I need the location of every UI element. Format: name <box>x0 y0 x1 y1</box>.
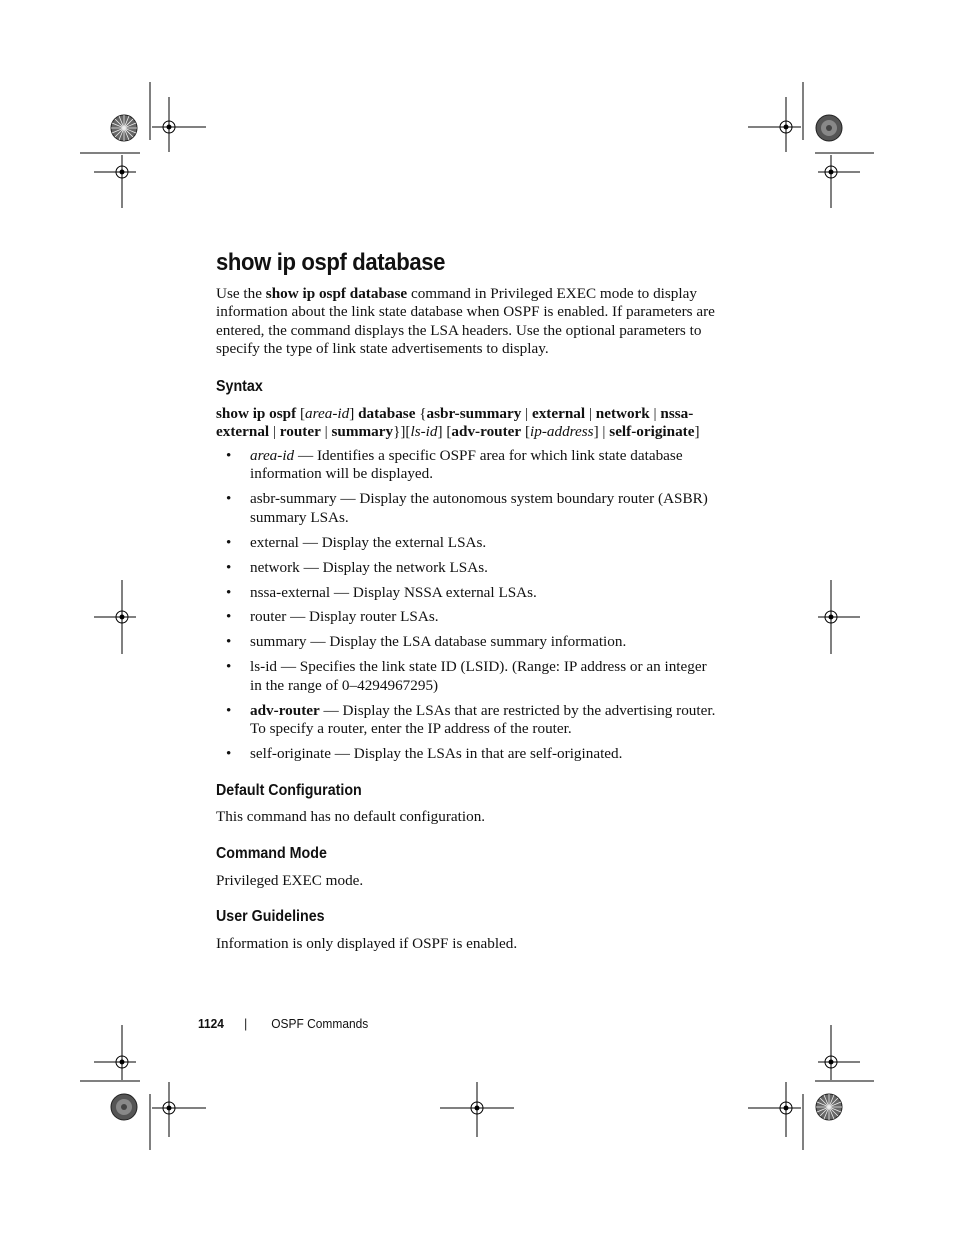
syntax-token: show ip ospf <box>216 404 297 422</box>
syntax-token: self-originate <box>609 423 695 441</box>
syntax-token: nssa-external <box>216 404 694 441</box>
intro-paragraph <box>216 285 716 359</box>
syntax-token: area-id <box>305 404 350 422</box>
syntax-token: | <box>320 423 332 441</box>
parameter-description: — Display the external LSAs. <box>298 533 487 551</box>
syntax-token: external <box>531 404 586 422</box>
syntax-token: ] <box>349 404 359 422</box>
parameter-description: — Display the LSA database summary information. <box>306 633 627 651</box>
parameter-description: — Identifies a specific OSPF area for which link state database information will be displayed. <box>250 446 683 483</box>
parameter-list <box>216 447 716 764</box>
parameter-description: — Display the LSAs in that are self-originated. <box>330 745 623 763</box>
parameter-term: external <box>250 533 299 551</box>
syntax-token: database <box>358 404 416 422</box>
syntax-heading: Syntax <box>216 377 263 395</box>
syntax-token: ] [ <box>437 423 452 441</box>
user-guidelines-text: Information is only displayed if OSPF is enabled. <box>216 934 518 952</box>
parameter-term: summary <box>250 633 307 651</box>
syntax-token: network <box>595 404 650 422</box>
syntax-token: { <box>415 404 427 422</box>
registration-crosshair <box>748 1082 801 1137</box>
parameter-item <box>216 490 716 527</box>
page-number: 1124 <box>198 1016 224 1031</box>
parameter-term: nssa-external <box>250 583 331 601</box>
parameter-term: self-originate <box>250 745 331 763</box>
parameter-term: ls-id <box>250 658 278 676</box>
syntax-token: }][ <box>393 423 411 441</box>
intro-command: show ip ospf database <box>265 284 408 302</box>
syntax-token: ip-address <box>530 423 594 441</box>
default-config-text: This command has no default configuration. <box>216 808 486 826</box>
registration-crosshair <box>94 1025 136 1080</box>
parameter-term: area-id <box>250 446 295 464</box>
parameter-term: asbr-summary <box>250 490 337 508</box>
parameter-description: — Display the autonomous system boundary router (ASBR) summary LSAs. <box>250 490 708 526</box>
star-target-bottom-right <box>816 1094 842 1120</box>
star-target-bottom-left <box>111 1094 137 1120</box>
registration-crosshair <box>152 97 206 152</box>
syntax-token: | <box>649 404 661 422</box>
intro-text-post: command in Privileged EXEC mode to display information about the link state database when OSPF is enabled. If parameters are entered, the command displays the LSA headers. Use the optional parameters to specify the type of link state advertisements to display. <box>216 284 715 358</box>
parameter-term: adv-router <box>250 701 320 719</box>
registration-crosshair <box>152 1082 206 1137</box>
intro-text-pre: Use the <box>216 284 266 302</box>
parameter-item <box>216 559 716 578</box>
syntax-line <box>216 405 716 442</box>
parameter-description: — Display NSSA external LSAs. <box>330 583 537 601</box>
registration-crosshair <box>818 155 860 208</box>
parameter-item <box>216 658 716 695</box>
syntax-token: [ <box>296 404 306 422</box>
parameter-description: — Display the network LSAs. <box>299 558 488 576</box>
parameter-description: — Specifies the link state ID (LSID). (Range: IP address or an integer in the range of 0–4294967295) <box>250 658 707 694</box>
command-mode-text: Privileged EXEC mode. <box>216 871 364 889</box>
parameter-item <box>216 702 716 739</box>
syntax-token: router <box>279 423 321 441</box>
star-target-top-right <box>816 115 842 141</box>
registration-crosshair <box>818 1025 860 1080</box>
syntax-token: | <box>269 423 280 441</box>
registration-crosshair <box>94 155 136 208</box>
user-guidelines-heading: User Guidelines <box>216 908 325 926</box>
registration-crosshair <box>94 580 136 654</box>
parameter-item <box>216 608 716 627</box>
parameter-item <box>216 447 716 484</box>
registration-crosshair <box>818 580 860 654</box>
parameter-item <box>216 534 716 553</box>
syntax-token: ] <box>694 423 700 441</box>
parameter-term: router <box>250 608 287 626</box>
footer-section-name: OSPF Commands <box>271 1016 369 1031</box>
parameter-term: network <box>250 558 300 576</box>
parameter-description: — Display router LSAs. <box>286 608 439 626</box>
page-footer <box>198 1016 368 1031</box>
syntax-token: ] | <box>593 423 610 441</box>
syntax-token: asbr-summary <box>426 404 522 422</box>
syntax-token: | <box>585 404 596 422</box>
footer-separator: | <box>244 1016 248 1031</box>
syntax-token: [ <box>521 423 531 441</box>
parameter-item <box>216 745 716 764</box>
parameter-item <box>216 633 716 652</box>
star-target-top-left <box>111 115 137 141</box>
parameter-item <box>216 584 716 603</box>
syntax-token: | <box>521 404 532 422</box>
registration-crosshair <box>748 97 801 152</box>
parameter-description: — Display the LSAs that are restricted by the advertising router. To specify a router, enter the IP address of the router. <box>250 701 716 738</box>
page-title: show ip ospf database <box>216 249 446 276</box>
syntax-token: ls-id <box>410 423 438 441</box>
page-content <box>216 249 716 971</box>
syntax-token: adv-router <box>451 423 522 441</box>
syntax-token: summary <box>331 423 394 441</box>
command-mode-heading: Command Mode <box>216 844 327 862</box>
default-config-heading: Default Configuration <box>216 781 362 799</box>
